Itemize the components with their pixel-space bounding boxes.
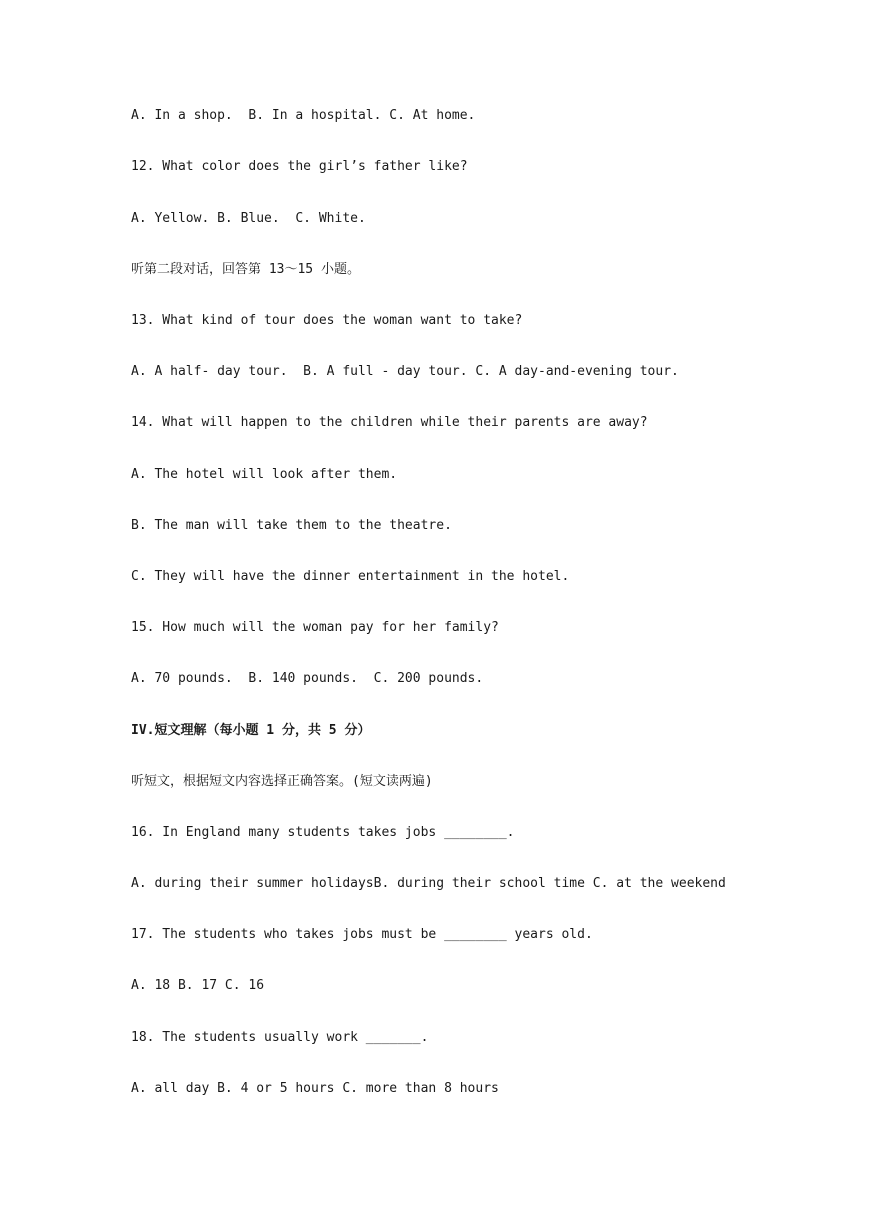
q18-options: A. all day B. 4 or 5 hours C. more than 8 hours: [131, 1081, 499, 1096]
q16-options: A. during their summer holidaysB. during their school time C. at the weekend: [131, 876, 726, 891]
section-heading-iv: IV.短文理解（每小题 1 分，共 5 分）: [131, 723, 371, 738]
q17-question: 17. The students who takes jobs must be ________ years old.: [131, 927, 593, 942]
section-instruction-dialogue-2: 听第二段对话，回答第 13～15 小题。: [131, 262, 360, 277]
q15-question: 15. How much will the woman pay for her family?: [131, 620, 499, 635]
q13-question: 13. What kind of tour does the woman want to take?: [131, 313, 523, 328]
q14-question: 14. What will happen to the children while their parents are away?: [131, 415, 648, 430]
q14-option-c: C. They will have the dinner entertainment in the hotel.: [131, 569, 570, 584]
q14-option-a: A. The hotel will look after them.: [131, 467, 398, 482]
q18-question: 18. The students usually work _______.: [131, 1030, 429, 1045]
q12-options: A. Yellow. B. Blue. C. White.: [131, 211, 366, 226]
q12-question: 12. What color does the girl’s father like?: [131, 159, 468, 174]
section-instruction-passage: 听短文，根据短文内容选择正确答案。(短文读两遍): [131, 774, 433, 789]
q15-options: A. 70 pounds. B. 140 pounds. C. 200 pounds.: [131, 671, 484, 686]
q14-option-b: B. The man will take them to the theatre.: [131, 518, 452, 533]
q11-options: A. In a shop. B. In a hospital. C. At home.: [131, 108, 476, 123]
q16-question: 16. In England many students takes jobs ________.: [131, 825, 515, 840]
q13-options: A. A half- day tour. B. A full - day tour. C. A day-and-evening tour.: [131, 364, 679, 379]
q17-options: A. 18 B. 17 C. 16: [131, 978, 265, 993]
